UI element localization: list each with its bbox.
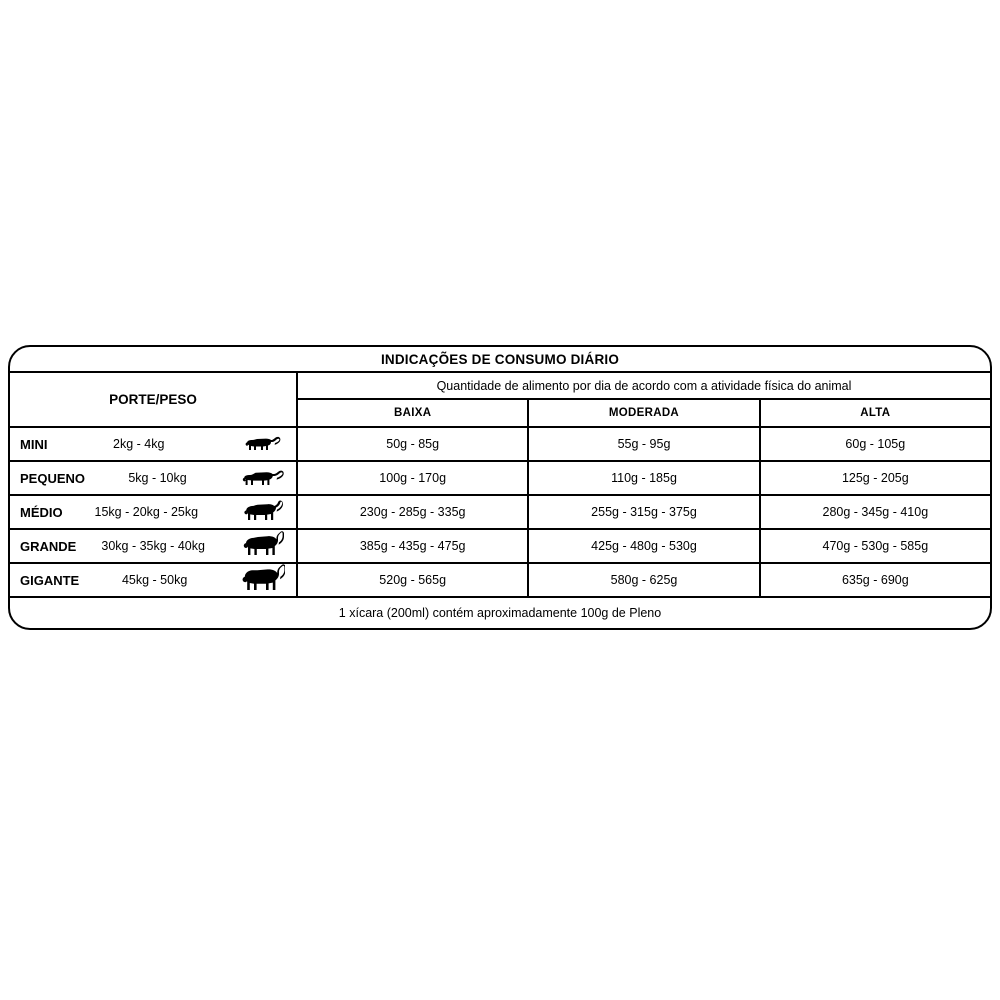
activity-column-moderada: [527, 400, 758, 426]
porte-name: MINI: [20, 436, 48, 452]
porte-cell: [10, 462, 298, 494]
small-dog-icon: [234, 434, 296, 454]
porte-cell: [10, 564, 298, 596]
value-cell-alta: 470g - 530g - 585g: [759, 530, 990, 562]
activity-header-group: [298, 373, 990, 426]
table-row: [10, 428, 990, 462]
porte-cell: [10, 530, 298, 562]
porte-name: MÉDIO: [20, 504, 63, 520]
porte-weight: 30kg - 35kg - 40kg: [101, 539, 205, 553]
value-cell-baixa: 100g - 170g: [379, 471, 447, 485]
table-row: [10, 496, 990, 530]
value-cell-moderada: 55g - 95g: [527, 428, 758, 460]
medium-dog-icon: [234, 499, 296, 525]
value-cell-alta: 635g - 690g: [759, 564, 990, 596]
activity-column-alta: [759, 400, 990, 426]
dachshund-dog-icon: [234, 467, 296, 489]
table-title: INDICAÇÕES DE CONSUMO DIÁRIO: [380, 351, 620, 367]
value-cell-alta: 60g - 105g: [759, 428, 990, 460]
activity-column-moderada-label: MODERADA: [608, 407, 680, 419]
value-cell-baixa: 50g - 85g: [386, 437, 440, 451]
activity-header-description: Quantidade de alimento por dia de acordo com a atividade física do animal: [436, 378, 852, 393]
consumption-table-panel: [8, 345, 992, 630]
value-cell-moderada: 425g - 480g - 530g: [527, 530, 758, 562]
activity-column-baixa: [298, 400, 527, 426]
table-footnote-row: [10, 598, 990, 628]
porte-weight: 15kg - 20kg - 25kg: [94, 505, 199, 519]
porte-cell: [10, 496, 298, 528]
value-cell-baixa: 385g - 435g - 475g: [359, 539, 466, 553]
giant-dog-icon: [234, 564, 296, 596]
activity-header-description-cell: [298, 373, 990, 400]
activity-column-baixa-label: BAIXA: [394, 407, 432, 419]
activity-columns-row: [298, 400, 990, 426]
porte-weight: 45kg - 50kg: [121, 573, 188, 587]
activity-column-alta-label: ALTA: [860, 407, 891, 419]
value-cell-baixa: 230g - 285g - 335g: [359, 505, 466, 519]
value-cell-moderada: 580g - 625g: [527, 564, 758, 596]
value-cell-alta: 280g - 345g - 410g: [759, 496, 990, 528]
table-header-row: [10, 373, 990, 428]
porte-weight: 2kg - 4kg: [113, 437, 165, 451]
porte-name: PEQUENO: [20, 470, 86, 486]
table-row: [10, 564, 990, 598]
value-cell-moderada: 255g - 315g - 375g: [527, 496, 758, 528]
table-row: [10, 530, 990, 564]
value-cell-moderada: 110g - 185g: [527, 462, 758, 494]
table-footnote: 1 xícara (200ml) contém aproximadamente 100g de Pleno: [338, 606, 662, 620]
porte-cell: [10, 428, 298, 460]
value-cell-baixa: 520g - 565g: [379, 573, 447, 587]
porte-peso-header-label: PORTE/PESO: [109, 392, 197, 407]
porte-weight: 5kg - 10kg: [128, 471, 187, 485]
table-title-row: [10, 347, 990, 373]
large-dog-icon: [234, 531, 296, 561]
porte-peso-header-cell: [10, 373, 298, 426]
porte-name: GIGANTE: [20, 572, 80, 588]
value-cell-alta: 125g - 205g: [759, 462, 990, 494]
porte-name: GRANDE: [20, 538, 77, 554]
table-row: [10, 462, 990, 496]
